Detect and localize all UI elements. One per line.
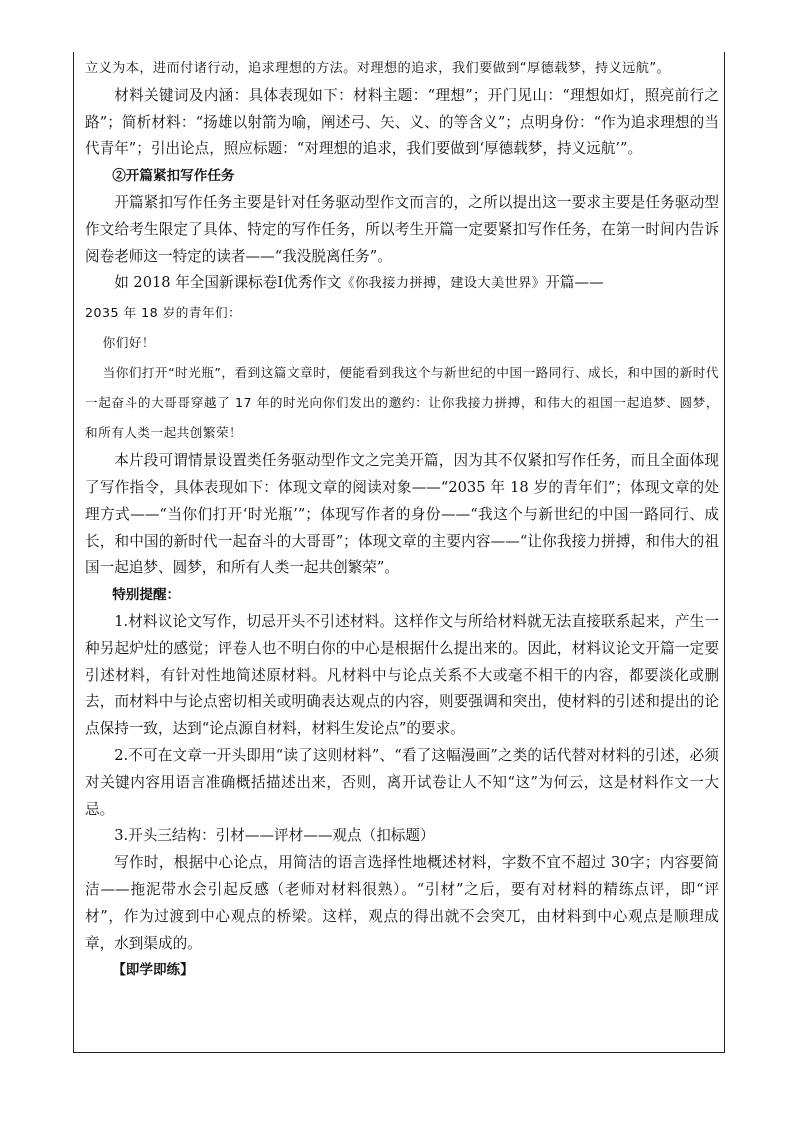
example-essay-title: 《你我接力拼搏，建设大美世界》 <box>341 276 546 292</box>
paragraph-example-intro <box>85 270 719 298</box>
quote-greeting: 你们好！ <box>102 335 155 351</box>
section-heading-practice: 【即学即练】 <box>112 962 194 979</box>
paragraph-material-keywords: 材料关键词及内涵：具体表现如下：材料主题：“理想”；开门见山：“理想如灯，照亮前行之路”；简析材料：“扬雄以射箭为喻，阐述弓、矢、义、的等含义”；点明身份：“作为追求理想的当代青年”；引出论点，照应标题：“对理想的追求，我们要做到‘厚德载梦，持义远航’”。 <box>85 86 719 158</box>
paragraph-writing-advice: 写作时，根据中心论点，用简洁的语言选择性地概述材料，字数不宜不超过 30字；内容要简洁——拖泥带水会引起反感（老师对材料很熟）。“引材”之后，要有对材料的精练点评，即“评材”，作为过渡到中心观点的桥梁。这样，观点的得出就不会突兀，由材料到中心观点是顺理成章，水到渠成的。 <box>85 854 719 952</box>
paragraph-task-explanation: 开篇紧扣写作任务主要是针对任务驱动型作文而言的，之所以提出这一要求主要是任务驱动型作文给考生限定了具体、特定的写作任务，所以考生开篇一定要紧扣写作任务，在第一时间内告诉阅卷老师这一特定的读者——“我没脱离任务”。 <box>85 193 719 265</box>
section-heading-reminder: 特别提醒： <box>112 587 181 604</box>
paragraph-reminder-1: 1.材料议论文写作，切忌开头不引述材料。这样作文与所给材料就无法直接联系起来，产生一种另起炉灶的感觉；评卷人也不明白你的中心是根据什么提出来的。因此，材料议论文开篇一定要引述材料，有针对性地简述原材料。凡材料中与论点关系不大或毫不相干的内容，都要淡化或删去，而材料中与论点密切相关或明确表达观点的内容，则要强调和突出，使材料的引述和提出的论点保持一致，达到“论点源自材料，材料生发论点”的要求。 <box>85 612 719 738</box>
example-intro-tail: 开篇—— <box>545 274 604 292</box>
paragraph-analysis: 本片段可谓情景设置类任务驱动型作文之完美开篇，因为其不仅紧扣写作任务，而且全面体现了写作指令，具体表现如下：体现文章的阅读对象——“2035 年 18 岁的青年们”；体现文章的处理方式——“当你们打开‘时光瓶’”；体现写作者的身份——“我这个与新世纪的中国一路同行、成长，和中国的新时代一起奋斗的大哥哥”；体现文章的主要内容——“让你我接力拼搏，和伟大的祖国一起追梦、圆梦，和所有人类一起共创繁荣”。 <box>85 452 719 577</box>
quote-body: 当你们打开“时光瓶”，看到这篇文章时，便能看到我这个与新世纪的中国一路同行、成长，和中国的新时代一起奋斗的大哥哥穿越了 17 年的时光向你们发出的邀约：让你我接力拼搏，和伟大的祖国一起追梦、圆梦，和所有人类一起共创繁荣！ <box>85 365 719 441</box>
quote-salutation: 2035 年 18 岁的青年们： <box>85 305 242 321</box>
paragraph-reminder-3: 3.开头三结构：引材——评材——观点（扣标题） <box>114 827 435 845</box>
paragraph-intro-tail: 立义为本，进而付诸行动，追求理想的方法。对理想的追求，我们要做到“厚德载梦，持义远航”。 <box>85 61 671 76</box>
example-intro-text: 如 2018 年全国新课标卷Ⅰ优秀作文 <box>114 274 342 292</box>
paragraph-reminder-2: 2.不可在文章一开头即用“读了这则材料”、“看了这幅漫画”之类的话代替对材料的引述，必须对关键内容用语言准确概括描述出来，否则，离开试卷让人不知“这”为何云，这是材料作文一大忌。 <box>85 746 719 818</box>
section-heading-task: ②开篇紧扣写作任务 <box>112 168 235 185</box>
document-body <box>85 56 719 984</box>
